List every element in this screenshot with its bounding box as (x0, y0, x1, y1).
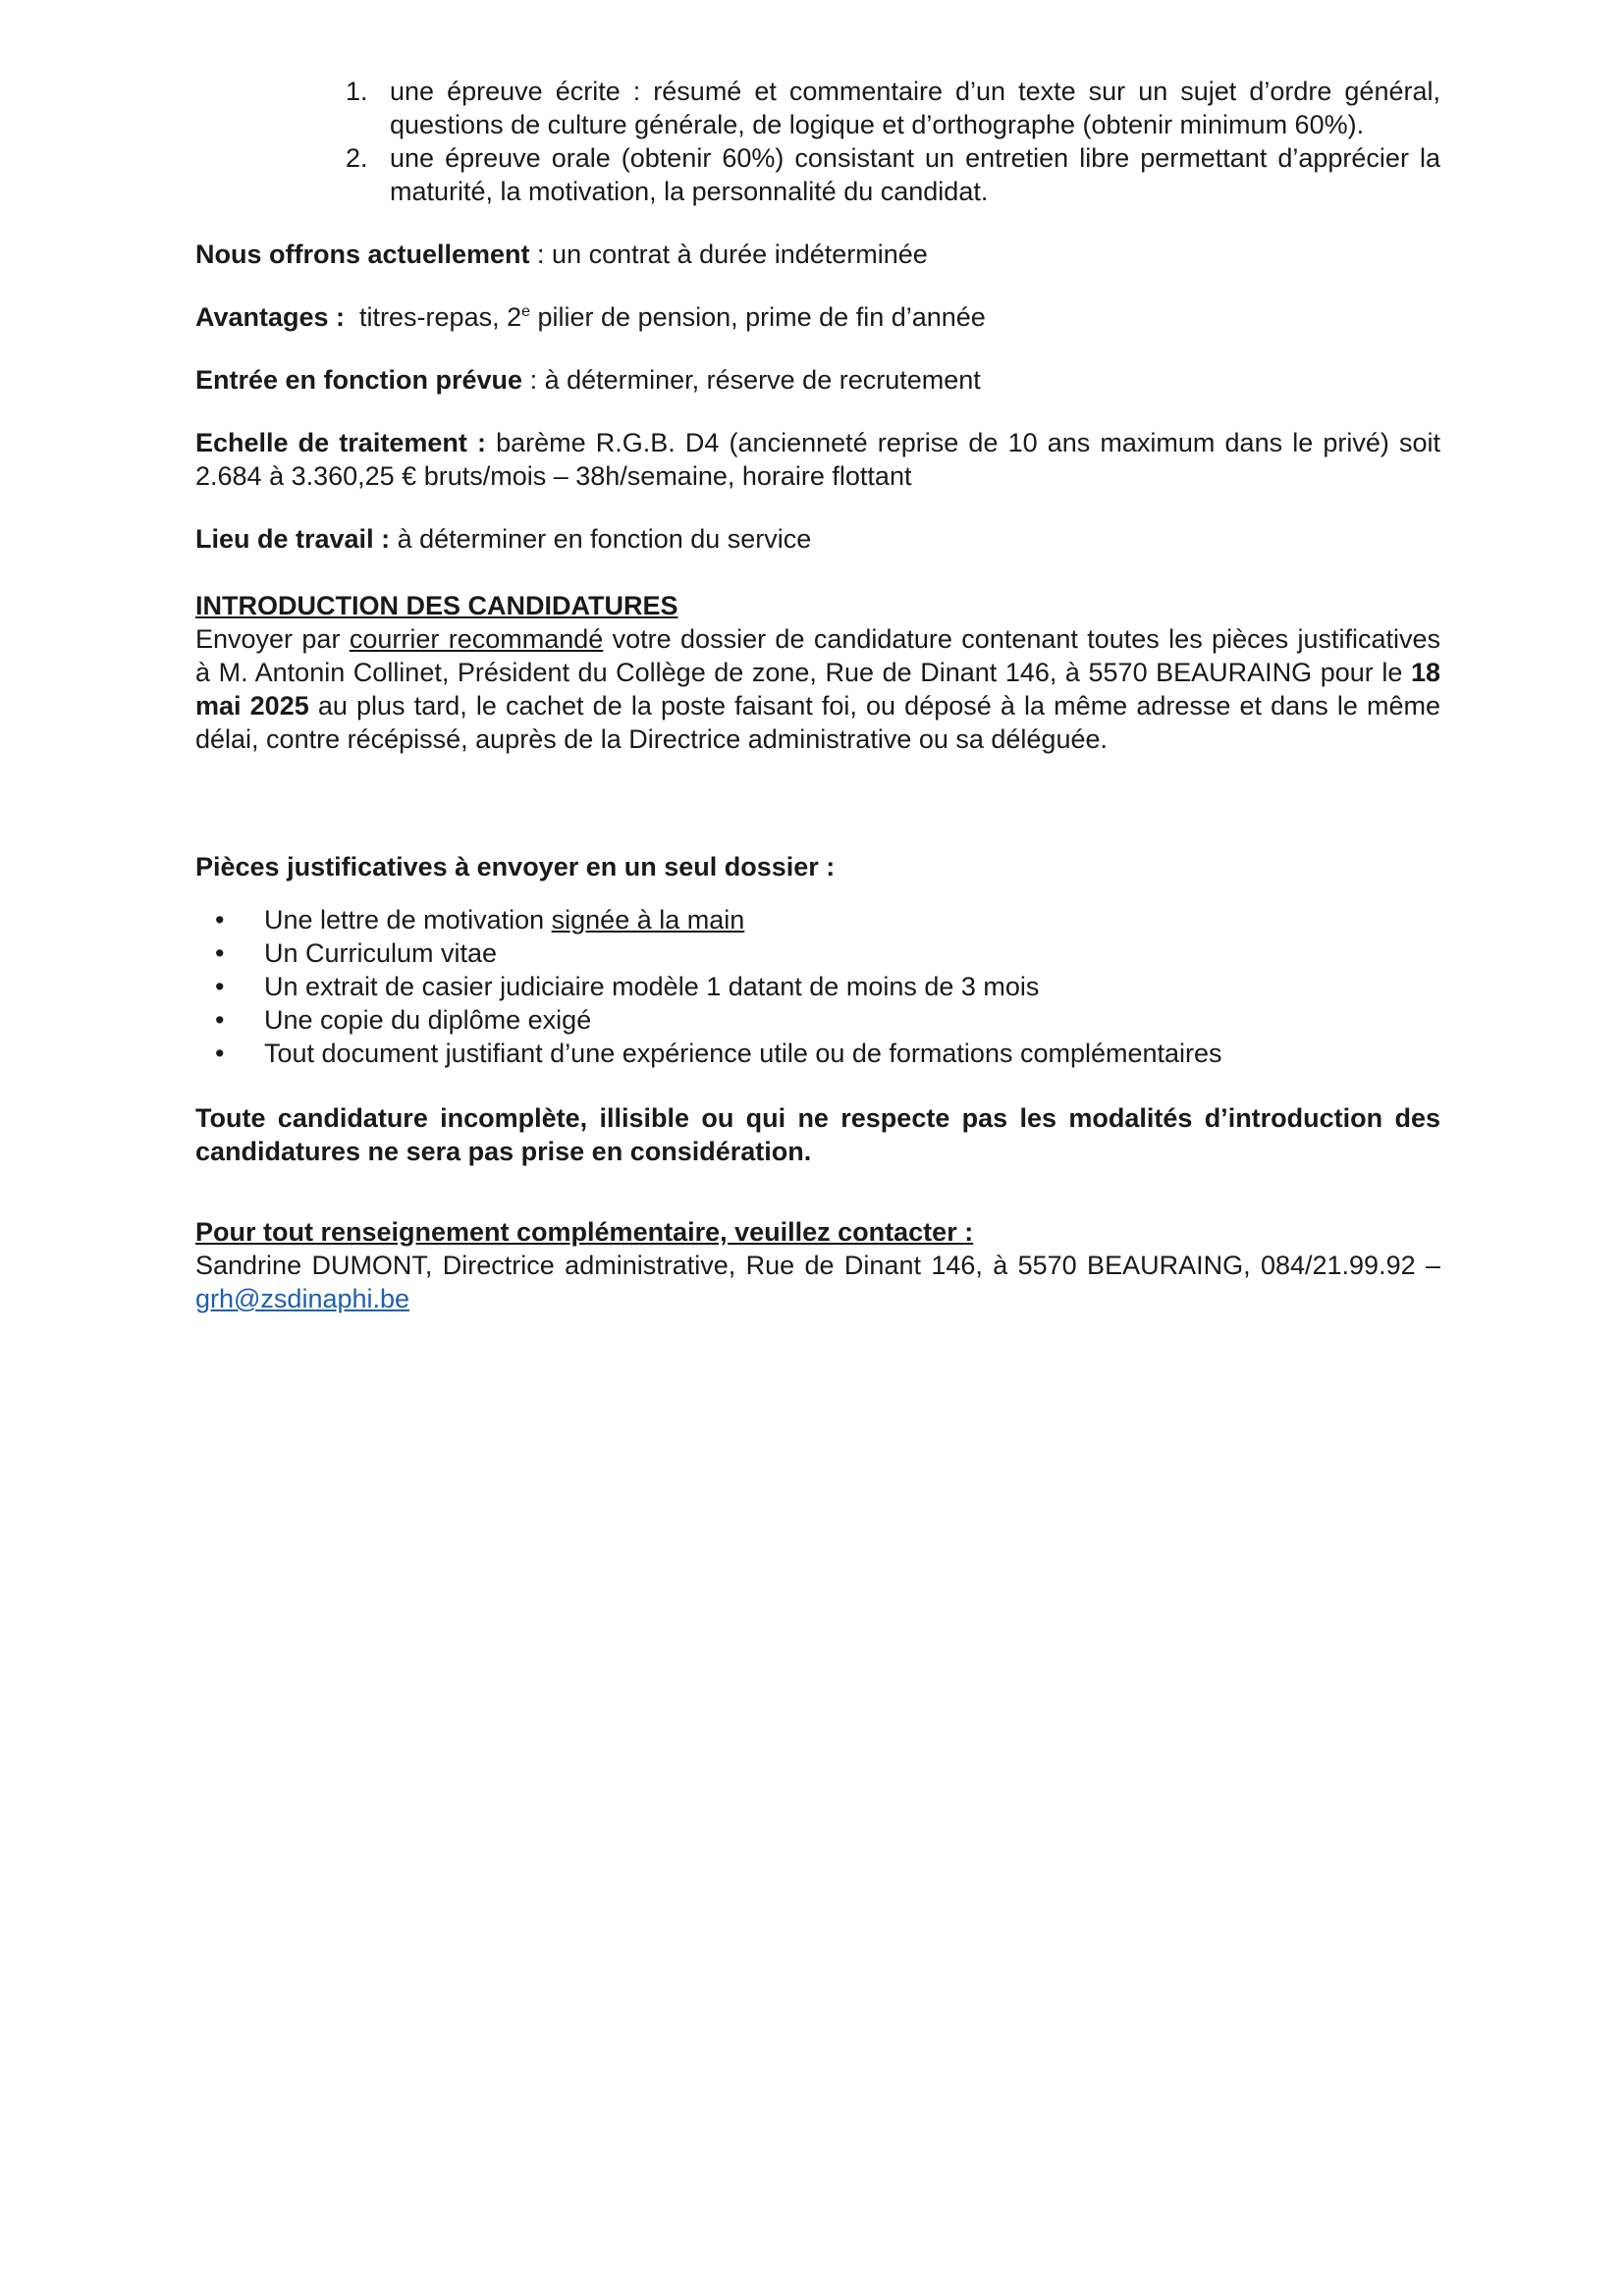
avertissement-text: Toute candidature incomplète, illisible ou qui ne respecte pas les modalités d’introduction des candidatures ne sera pas prise en considération. (195, 1103, 1440, 1166)
bullet-icon: • (215, 1005, 225, 1035)
bullet-icon: • (215, 905, 225, 934)
list-item (195, 1003, 1440, 1037)
pieces-title (195, 850, 1440, 883)
pieces-title-text: Pièces justificatives à envoyer en un seul dossier : (195, 852, 836, 881)
lieu-line (195, 522, 1440, 556)
deadline-date: 18 mai 2025 (195, 658, 1440, 721)
item-text-underlined: signée à la main (551, 905, 745, 934)
lieu-label: Lieu de travail : (195, 524, 391, 554)
item-text: Une lettre de motivation (264, 905, 552, 934)
avantages-text-pre: titres-repas, 2 (345, 302, 522, 332)
avantages-text-post: pilier de pension, prime de fin d’année (530, 302, 986, 332)
bullet-icon: • (215, 972, 225, 1001)
introduction-text-2: votre dossier de candidature contenant toutes les pièces justificatives à M. Antonin Collinet, Président du Collège de zone, Rue de Dinant 146, à 5570 BEAURAING pour le (195, 624, 1441, 687)
offre-label: Nous offrons actuellement (195, 240, 530, 269)
list-item (195, 936, 1440, 970)
offre-text: : un contrat à durée indéterminée (529, 240, 928, 269)
item-text: Un extrait de casier judiciaire modèle 1 datant de moins de 3 mois (264, 972, 1040, 1001)
avantages-line (195, 300, 1440, 334)
item-text: Une copie du diplôme exigé (264, 1005, 592, 1035)
epreuve-item (195, 141, 1440, 208)
list-item (195, 970, 1440, 1003)
pieces-list (195, 903, 1440, 1070)
offre-line (195, 238, 1440, 271)
introduction-heading: INTRODUCTION DES CANDIDATURES (195, 591, 678, 620)
item-text: Tout document justifiant d’une expérience utile ou de formations complémentaires (264, 1039, 1222, 1068)
item-text: Un Curriculum vitae (264, 938, 498, 968)
document-page (195, 75, 1440, 1315)
echelle-label: Echelle de traitement : (195, 428, 486, 457)
entree-text: : à déterminer, réserve de recrutement (522, 365, 981, 395)
list-number: 1. (346, 77, 368, 106)
bullet-icon: • (215, 938, 225, 968)
echelle-line (195, 426, 1440, 493)
courrier-recommande: courrier recommandé (349, 624, 604, 654)
list-number: 2. (346, 143, 368, 173)
contact-text: Sandrine DUMONT, Directrice administrative, Rue de Dinant 146, à 5570 BEAURAING, 084/21.99.92 – (195, 1251, 1440, 1280)
avantages-label: Avantages : (195, 302, 346, 332)
list-item (195, 1037, 1440, 1070)
avantages-sup: e (521, 303, 531, 320)
bullet-icon: • (215, 1039, 225, 1068)
introduction-text-1: Envoyer par (195, 624, 350, 654)
email-link[interactable]: grh@zsdinaphi.be (195, 1284, 410, 1313)
contact-heading: Pour tout renseignement complémentaire, veuillez contacter : (195, 1217, 974, 1247)
contact-paragraph (195, 1249, 1440, 1315)
epreuve-text: une épreuve orale (obtenir 60%) consistant un entretien libre permettant d’apprécier la maturité, la motivation, la personnalité du candidat. (390, 143, 1440, 206)
list-item (195, 903, 1440, 936)
introduction-paragraph (195, 622, 1440, 756)
epreuves-list (195, 75, 1440, 208)
epreuve-item (195, 75, 1440, 141)
avertissement (195, 1101, 1440, 1168)
epreuve-text: une épreuve écrite : résumé et commentaire d’un texte sur un sujet d’ordre général, questions de culture générale, de logique et d’orthographe (obtenir minimum 60%). (390, 77, 1440, 139)
lieu-text: à déterminer en fonction du service (390, 524, 812, 554)
entree-label: Entrée en fonction prévue (195, 365, 523, 395)
entree-line (195, 363, 1440, 397)
introduction-text-3: au plus tard, le cachet de la poste faisant foi, ou déposé à la même adresse et dans le même délai, contre récépissé, auprès de la Directrice administrative ou sa déléguée. (195, 691, 1441, 754)
echelle-text: barème R.G.B. D4 (ancienneté reprise de 10 ans maximum dans le privé) soit 2.684 à 3.360,25 € bruts/mois – 38h/semaine, horaire flottant (195, 428, 1441, 491)
